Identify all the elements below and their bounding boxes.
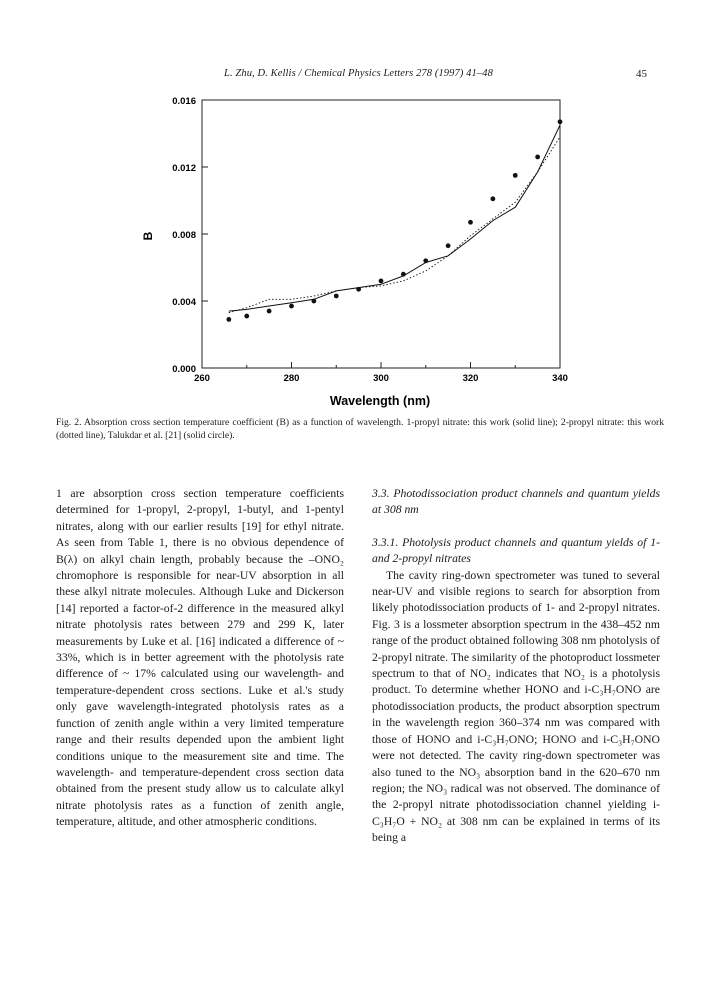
data-point-circle <box>423 258 428 263</box>
section-heading: 3.3. Photodissociation product channels and quantum yields at 308 nm <box>372 487 660 517</box>
y-tick-label: 0.008 <box>172 230 196 241</box>
data-point-circle <box>379 279 384 284</box>
x-tick-label: 340 <box>552 373 568 384</box>
data-point-circle <box>289 304 294 309</box>
data-point-circle <box>401 272 406 277</box>
data-point-circle <box>311 299 316 304</box>
right-column <box>372 486 660 847</box>
right-paragraph: The cavity ring-down spectrometer was tuned to several near-UV and visible regions to search for absorption from likely photodissociation products of 1- and 2-propyl nitrates. Fig. 3 is a lossmeter absorption spectrum in the 438–452 nm range of the product obtained following 308 nm photolysis of 2-propyl nitrate. The similarity of the photoproduct lossmeter spectrum to that of NO₂ indicates that NO₂ is a photolysis product. To determine whether HONO and i-C₃H₇ONO are photodissociation products, the product absorption spectrum in the wavelength region 360–374 nm was compared with those of HONO and i-C₃H₇ONO; HONO and i-C₃H₇ONO were not detected. The cavity ring-down spectrometer was also tuned to the NO₃ absorption band in the 620–670 nm region; the NO₃ radical was not observed. The dominance of the 2-propyl nitrate photodissociation channel yielding i-C₃H₇O + NO₂ at 308 nm can be explained in terms of its being a <box>372 568 660 845</box>
y-tick-label: 0.000 <box>172 364 196 375</box>
left-column <box>56 486 344 831</box>
y-axis <box>172 96 208 375</box>
series-layer <box>226 119 562 321</box>
data-point-circle <box>558 119 563 124</box>
y-tick-label: 0.016 <box>172 96 196 107</box>
x-axis <box>194 362 568 384</box>
y-axis-label: B <box>141 231 155 241</box>
plot-frame <box>202 100 560 368</box>
data-point-circle <box>513 173 518 178</box>
data-point-circle <box>267 309 272 314</box>
left-paragraph: 1 are absorption cross section temperature coefficients determined for 1-propyl, 2-propyl, 1-butyl, and 1-pentyl nitrates, along with our earlier results [19] for ethyl nitrate. As seen from Table 1, there is no obvious dependence of B(λ) on alkyl chain length, probably because the –ONO₂ chromophore is responsible for near-UV absorption in all these alkyl nitrate molecules. Although Luke and Dickerson [14] reported a factor-of-2 difference in the measured alkyl nitrate photolysis rates between 279 and 299 K, later measurements by Luke et al. [16] indicated a difference of ~ 33%, which is in better agreement with the photolysis rate difference of ~ 17% calculated using our wavelength- and temperature-dependent cross sections. Luke et al.'s study only gave wavelength-integrated photolysis rates as a function of zenith angle within a very limited temperature range and their results depended upon the ambient light conditions unique to the measurement site and time. The wavelength- and temperature-dependent cross section data obtained from the present study allow us to calculate alkyl nitrate photolysis rates as a function of zenith angle, temperature, altitude, and other atmospheric conditions. <box>56 487 344 829</box>
x-axis-label: Wavelength (nm) <box>329 394 431 408</box>
x-tick-label: 320 <box>462 373 479 384</box>
y-tick-label: 0.012 <box>172 163 196 174</box>
data-point-circle <box>446 243 451 248</box>
y-tick-label: 0.004 <box>172 297 196 308</box>
plot-border <box>202 100 560 368</box>
x-tick-label: 260 <box>194 373 210 384</box>
x-tick-label: 300 <box>373 373 389 384</box>
figure-chart <box>0 0 717 410</box>
subsection-heading: 3.3.1. Photolysis product channels and quantum yields of 1- and 2-propyl nitrates <box>372 535 660 566</box>
data-point-circle <box>226 317 231 322</box>
data-point-circle <box>334 294 339 299</box>
data-point-circle <box>468 220 473 225</box>
data-point-circle <box>535 155 540 160</box>
figure-caption: Fig. 2. Absorption cross section temperature coefficient (B) as a function of wavelength. 1-propyl nitrate: this work (solid line); 2-propyl nitrate: this work (dotted line), Talukdar et al. [21] (solid circle). <box>56 417 664 441</box>
x-tick-label: 280 <box>283 373 300 384</box>
data-point-circle <box>490 196 495 201</box>
series-line-dotted <box>229 137 560 313</box>
page-number: 45 <box>636 68 647 80</box>
data-point-circle <box>356 287 361 292</box>
data-point-circle <box>244 314 249 319</box>
running-head: L. Zhu, D. Kellis / Chemical Physics Letters 278 (1997) 41–48 <box>224 68 493 79</box>
